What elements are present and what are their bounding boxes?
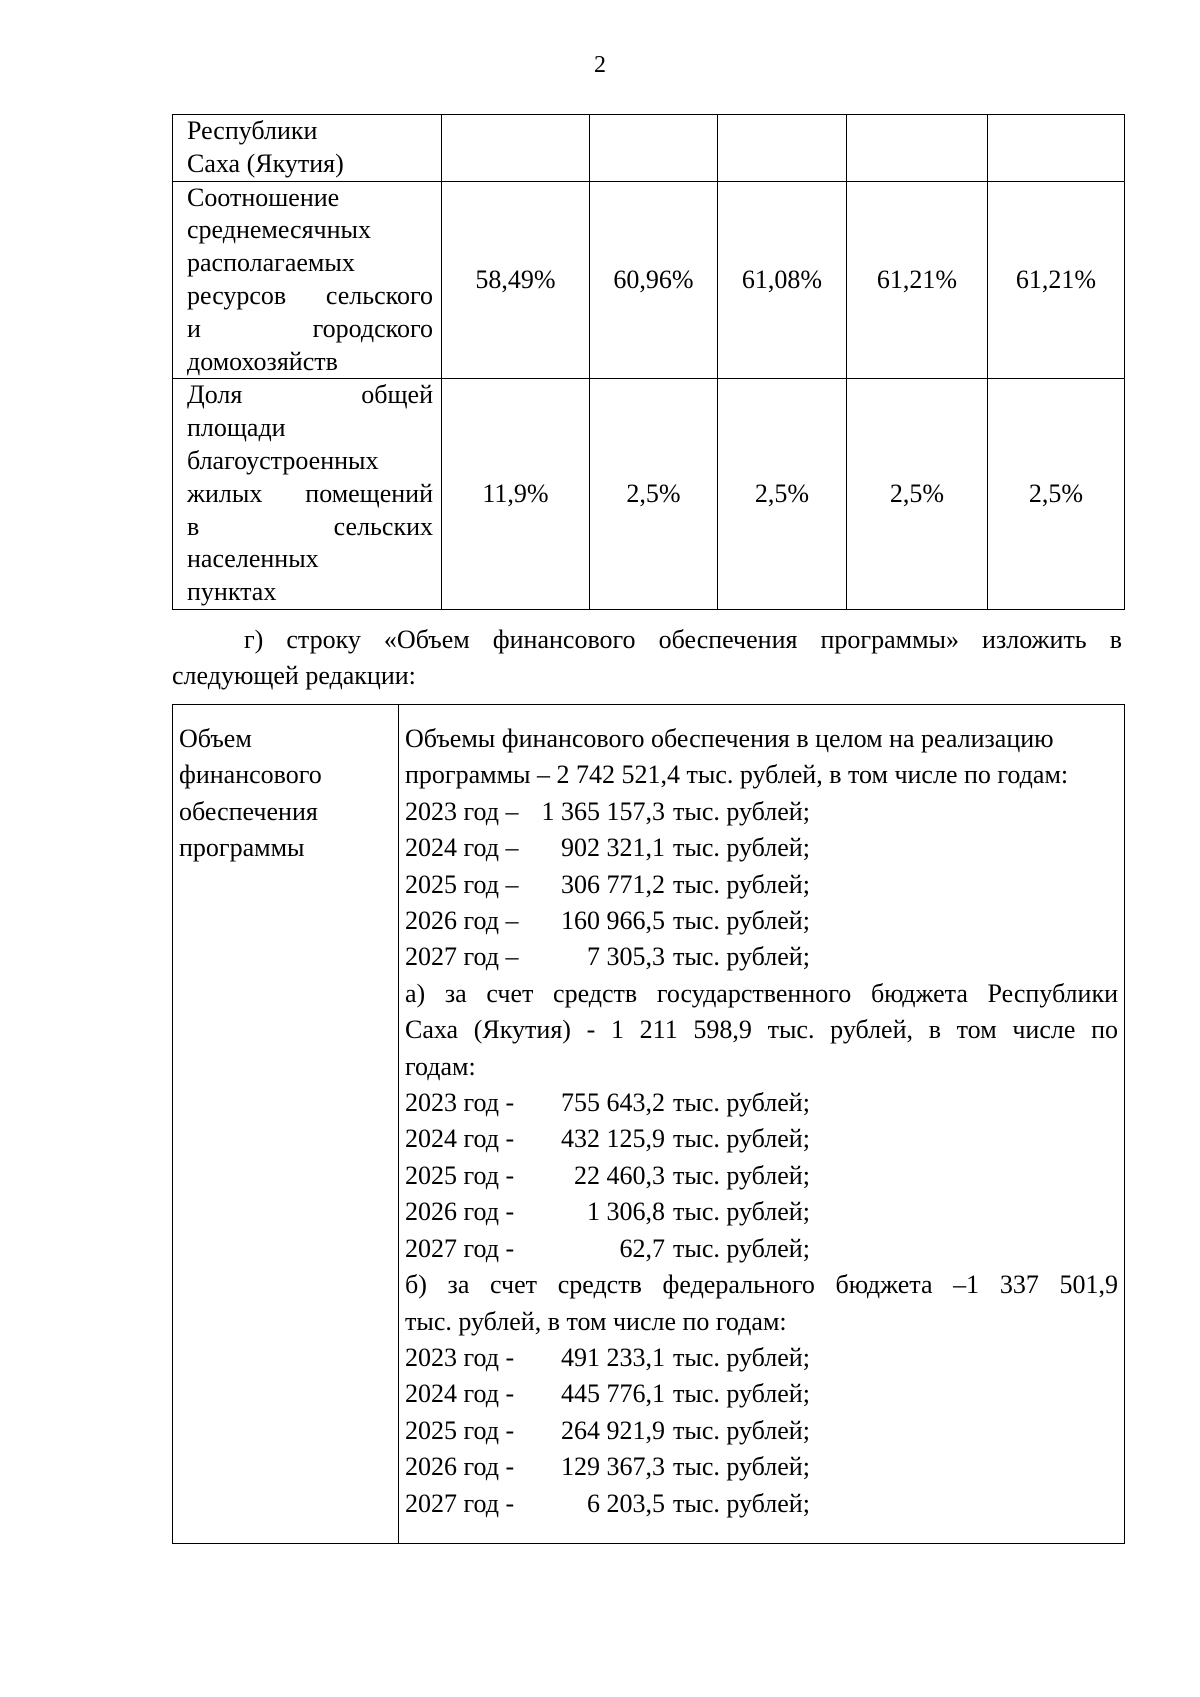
state-year-row: 2026 год - 1 306,8 тыс. рублей; bbox=[405, 1197, 810, 1227]
finance-body-cell bbox=[399, 705, 1125, 1544]
state-year-row: 2023 год - 755 643,2 тыс. рублей; bbox=[405, 1088, 810, 1118]
federal-year-row: 2025 год - 264 921,9 тыс. рублей; bbox=[405, 1415, 810, 1445]
finance-header-cell: Объем финансового обеспечения программы bbox=[173, 705, 399, 1544]
paragraph-line: г) строку «Объем финансового обеспечения программы» изложить в bbox=[244, 625, 1122, 654]
table-cell: 58,49% bbox=[442, 181, 590, 379]
table-cell: 61,08% bbox=[718, 181, 847, 379]
table-cell bbox=[442, 115, 590, 182]
table-row bbox=[173, 705, 1125, 1544]
total-year-row: 2024 год – 902 321,1 тыс. рублей; bbox=[405, 833, 810, 863]
federal-budget-line: б) за счет средств федерального бюджета –1 337 501,9 bbox=[405, 1270, 1118, 1300]
table-cell: 61,21% bbox=[847, 181, 988, 379]
paragraph-line: следующей редакции: bbox=[172, 661, 416, 690]
state-budget-line: Саха (Якутия) - 1 211 598,9 тыс. рублей, в том числе по bbox=[405, 1015, 1118, 1045]
table-row bbox=[173, 181, 1125, 379]
table-cell: 2,5% bbox=[718, 379, 847, 610]
table-cell: 60,96% bbox=[590, 181, 718, 379]
indicators-table bbox=[172, 114, 1125, 610]
state-year-row: 2027 год - 62,7 тыс. рублей; bbox=[405, 1233, 810, 1263]
total-line: Объемы финансового обеспечения в целом на реализацию bbox=[405, 724, 1054, 753]
state-budget-line: годам: bbox=[405, 1051, 476, 1081]
federal-year-row: 2023 год - 491 233,1 тыс. рублей; bbox=[405, 1342, 810, 1372]
table-cell bbox=[847, 115, 988, 182]
federal-year-row: 2026 год - 129 367,3 тыс. рублей; bbox=[405, 1452, 810, 1482]
table-cell bbox=[590, 115, 718, 182]
total-line: программы – 2 742 521,4 тыс. рублей, в том числе по годам: bbox=[405, 760, 1069, 790]
indicator-label: Соотношение среднемесячных располагаемых ресурсов сельского и городского домохозяйств bbox=[173, 181, 442, 379]
table-cell bbox=[718, 115, 847, 182]
state-year-row: 2025 год - 22 460,3 тыс. рублей; bbox=[405, 1160, 810, 1190]
amendment-paragraph bbox=[172, 622, 1122, 694]
table-cell: 11,9% bbox=[442, 379, 590, 610]
indicator-label: Республики Саха (Якутия) bbox=[173, 115, 442, 182]
finance-table bbox=[172, 704, 1125, 1544]
table-cell: 2,5% bbox=[988, 379, 1125, 610]
total-year-row: 2026 год – 160 966,5 тыс. рублей; bbox=[405, 906, 810, 936]
federal-budget-line: тыс. рублей, в том числе по годам: bbox=[405, 1306, 787, 1336]
table-cell bbox=[988, 115, 1125, 182]
table-row bbox=[173, 379, 1125, 610]
table-cell: 61,21% bbox=[988, 181, 1125, 379]
state-year-row: 2024 год - 432 125,9 тыс. рублей; bbox=[405, 1124, 810, 1154]
total-year-row: 2023 год – 1 365 157,3 тыс. рублей; bbox=[405, 796, 810, 826]
total-year-row: 2025 год – 306 771,2 тыс. рублей; bbox=[405, 869, 810, 899]
table-row bbox=[173, 115, 1125, 182]
table-cell: 2,5% bbox=[847, 379, 988, 610]
state-budget-line: а) за счет средств государственного бюджета Республики bbox=[405, 978, 1118, 1008]
total-year-row: 2027 год – 7 305,3 тыс. рублей; bbox=[405, 942, 810, 972]
federal-year-row: 2024 год - 445 776,1 тыс. рублей; bbox=[405, 1379, 810, 1409]
page-number: 2 bbox=[594, 52, 606, 78]
indicator-label: Доля общей площади благоустроенных жилых помещений в сельских населенных пунктах bbox=[173, 379, 442, 610]
table-cell: 2,5% bbox=[590, 379, 718, 610]
federal-year-row: 2027 год - 6 203,5 тыс. рублей; bbox=[405, 1488, 810, 1518]
